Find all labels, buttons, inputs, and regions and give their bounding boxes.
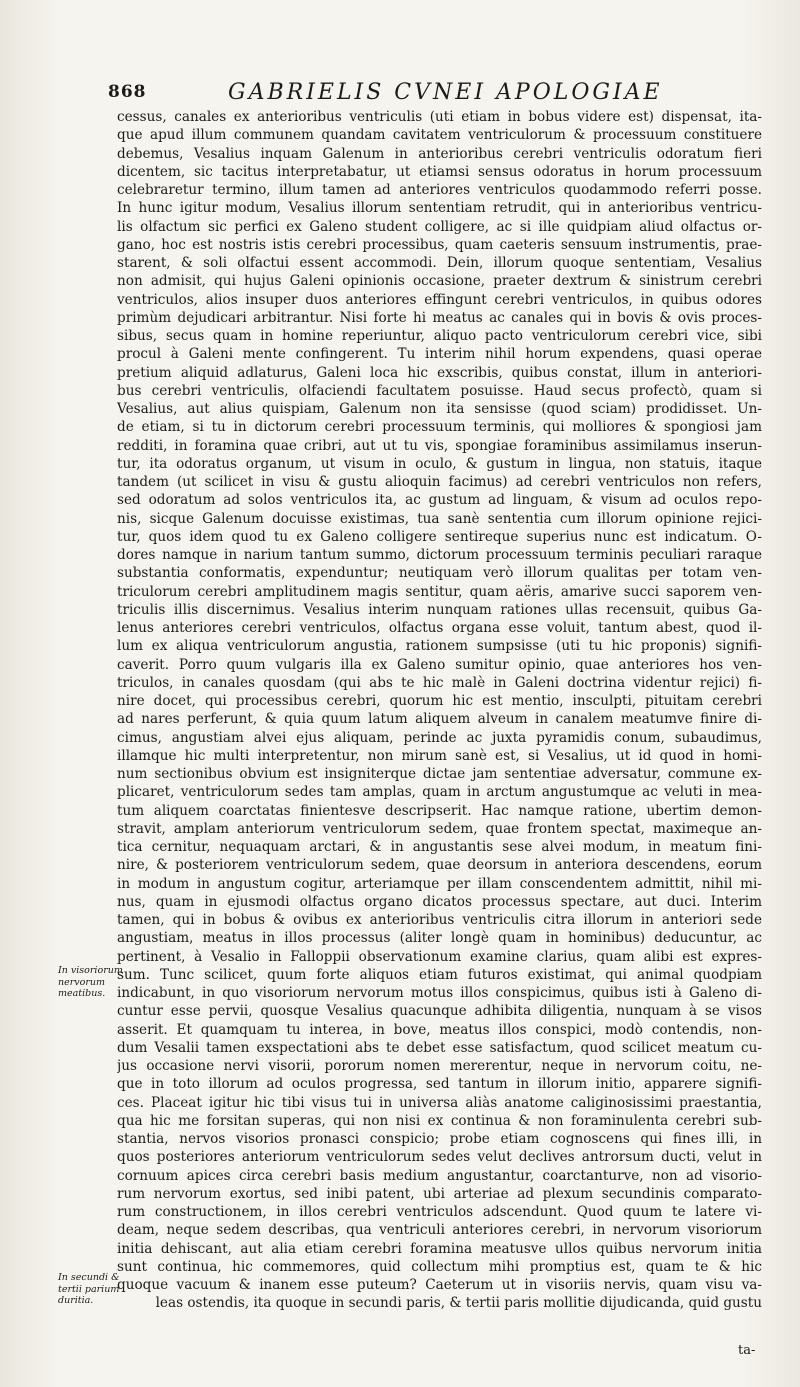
text-line: tur, ita odoratus organum, ut visum in oculo, & gustum in lingua, non statuis, itaque bbox=[117, 455, 762, 472]
text-line: stravit, amplam anteriorum ventriculorum sedem, quae frontem spectat, maximeque an- bbox=[117, 820, 762, 837]
text-line: tica cernitur, nequaquam arctari, & in angustantis sese alvei modum, in meatum fini- bbox=[117, 839, 762, 855]
text-line: dores namque in narium tantum summo, dictorum processuum terminis peculiari raraque bbox=[117, 547, 762, 563]
text-line: celebraretur termino, illum tamen ad anteriores ventriculos quodammodo referri posse. bbox=[117, 182, 762, 198]
text-line: gano, hoc est nostris istis cerebri processibus, quam caeteris sensuum instrumentis, prae- bbox=[117, 236, 762, 253]
text-line: angustiam, meatus in illos processus (aliter longè quam in hominibus) deducuntur, ac bbox=[117, 930, 762, 947]
text-line: leas ostendis, ita quoque in secundi paris, & tertii paris mollitie dijudicanda, quid gustu bbox=[155, 1295, 762, 1312]
running-title: GABRIELIS CVNEI APOLOGIAE bbox=[228, 80, 663, 105]
text-line: caverit. Porro quum vulgaris illa ex Galeno sumitur opinio, quae anteriores hos ven- bbox=[117, 656, 762, 673]
text-line: tandem (ut scilicet in visu & gustu alioquin facimus) ad cerebri ventriculos non refers, bbox=[117, 474, 762, 490]
marginal-note-line: meatibus. bbox=[58, 988, 106, 999]
page-number: 868 bbox=[108, 82, 147, 102]
text-line: pretium aliquid adlaturus, Galeni loca hic exscribis, quibus constat, illum in anteriori- bbox=[117, 364, 762, 381]
text-line: sed odoratum ad solos ventriculos ita, ac gustum ad linguam, & visum ad oculos repo- bbox=[117, 492, 762, 509]
body-text bbox=[117, 108, 762, 1313]
text-line: non admisit, qui hujus Galeni opinionis occasione, praeter dextrum & sinistrum cerebri bbox=[117, 273, 762, 290]
text-line: Vesalius, aut alius quispiam, Galenum non ita sensisse (quod sciam) prodidisset. Un- bbox=[117, 401, 762, 417]
marginal-note-line: In secundi & bbox=[58, 1272, 120, 1283]
text-line: redditi, in foramina quae cribri, aut ut tu vis, spongiae foraminibus assimilamus inserun- bbox=[117, 437, 762, 454]
text-line: triculos, in canales quosdam (qui abs te hic malè in Galeni doctrina videntur rejici) fi- bbox=[117, 674, 762, 691]
text-line: lis olfactum sic perfici ex Galeno student colligere, ac si ille quidpiam aliud olfactus or- bbox=[117, 218, 762, 235]
text-line: indicabunt, in quo visoriorum nervorum motus illos conspicimus, quibus isti à Galeno di- bbox=[117, 985, 762, 1001]
text-line: sum. Tunc scilicet, quum forte aliquos etiam futuros existimat, qui animal quodpiam bbox=[117, 966, 762, 983]
text-line: nire docet, qui processibus cerebri, quorum hic est mentio, insculpti, pituitam cerebri bbox=[117, 693, 762, 709]
catchword: ta- bbox=[738, 1343, 756, 1358]
text-line: primùm dejudicari arbitrantur. Nisi forte hi meatus ac canales qui in bovis & ovis proces- bbox=[117, 309, 762, 326]
page-header bbox=[108, 80, 768, 108]
text-line: lenus anteriores cerebri ventriculos, olfactus organa esse voluit, tantum abest, quod il- bbox=[117, 620, 762, 636]
marginal-note-line: duritia. bbox=[58, 1295, 94, 1306]
marginal-note-visoriorum bbox=[58, 965, 123, 1000]
text-line: de etiam, si tu in dictorum cerebri processuum terminis, qui molliores & spongiosi jam bbox=[117, 419, 762, 436]
text-line: In hunc igitur modum, Vesalius illorum sententiam retrudit, qui in anterioribus ventricu- bbox=[117, 200, 762, 217]
text-line: cessus, canales ex anterioribus ventriculis (uti etiam in bobus videre est) dispensat, ita- bbox=[117, 109, 762, 125]
text-line: rum constructionem, in illos cerebri ventriculos adscendunt. Quod quum te latere vi- bbox=[117, 1204, 762, 1220]
text-line: triculis illis discernimus. Vesalius interim nunquam rationes ullas recensuit, quibus Ga- bbox=[117, 601, 762, 618]
marginal-note-line: tertii parium bbox=[58, 1283, 120, 1295]
text-line: sunt continua, hic commemores, quid collectum mihi promptius est, quam te & hic bbox=[117, 1258, 762, 1275]
text-line: cimus, angustiam alvei ejus aliquam, perinde ac juxta pyramidis conum, subaudimus, bbox=[117, 729, 762, 746]
text-line: lum ex aliqua ventriculorum angustia, rationem sumpsisse (uti tu hic proponis) signifi- bbox=[117, 638, 762, 655]
text-line: quoque vacuum & inanem esse puteum? Caeterum ut in visoriis nervis, quam visu va- bbox=[117, 1277, 762, 1293]
text-line: sibus, secus quam in homine reperiuntur, aliquo pacto ventriculorum cerebri vice, sibi bbox=[117, 328, 762, 344]
text-line: tur, quos idem quod tu ex Galeno colligere sentireque superius nunc est indicatum. O- bbox=[117, 528, 762, 545]
text-line: triculorum cerebri amplitudinem magis sentitur, quam aëris, amarive succi saporem ven- bbox=[117, 583, 762, 600]
text-line: nire, & posteriorem ventriculorum sedem, quae deorsum in anteriora descendens, eorum bbox=[117, 857, 762, 874]
text-line: tum aliquem coarctatas finientesve descripserit. Hac namque ratione, ubertim demon- bbox=[117, 802, 762, 819]
text-line: qua hic me forsitan superas, qui non nisi ex continua & non foraminulenta cerebri sub- bbox=[117, 1112, 762, 1129]
text-line: pertinent, à Vesalio in Falloppii observationum examine clarius, quam alibi est expres- bbox=[117, 948, 762, 965]
text-line: quos posteriores anteriorum ventriculorum sedes velut declives antrorsum ducti, velut in bbox=[117, 1149, 762, 1166]
marginal-note-line: nervorum bbox=[58, 976, 106, 988]
text-line: ad nares perferunt, & quia quum latum aliquem alveum in canalem meatumve finire di- bbox=[117, 711, 762, 728]
text-line: num sectionibus obvium est insigniterque dictae jam sententiae adversatur, commune ex- bbox=[117, 766, 762, 782]
text-line: substantia conformatis, expenduntur; neutiquam verò illorum qualitas per totam ven- bbox=[117, 565, 762, 582]
marginal-note-secundi bbox=[58, 1272, 120, 1307]
text-line: procul à Galeni mente confingerent. Tu interim nihil horum expendens, quasi operae bbox=[117, 346, 762, 363]
text-line: stantia, nervos visorios pronasci conspicio; probe etiam cognoscens qui fines illi, in bbox=[117, 1131, 762, 1147]
text-line: dicentem, sic tacitus interpretabatur, ut etiamsi sensus odoratus in horum processuum bbox=[117, 163, 762, 180]
text-line: debemus, Vesalius inquam Galenum in anterioribus cerebri ventriculis odoratum fieri bbox=[117, 145, 762, 162]
text-line: in modum in angustum cogitur, arteriamque per illam conscendentem admittit, nihil mi- bbox=[117, 875, 762, 892]
text-line: deam, neque sedem describas, qua ventriculi anteriores cerebri, in nervorum visoriorum bbox=[117, 1222, 762, 1239]
text-line: dum Vesalii tamen exspectationi abs te debet esse satisfactum, quod scilicet meatum cu- bbox=[117, 1039, 762, 1056]
text-line: bus cerebri ventriculis, olfaciendi facultatem posuisse. Haud secus profectò, quam si bbox=[117, 382, 762, 399]
text-line: rum nervorum exortus, sed inibi patent, ubi arteriae ad plexum secundinis comparato- bbox=[117, 1185, 762, 1202]
text-line: cuntur esse pervii, quosque Vesalius quacunque adhibita diligentia, nunquam à se visos bbox=[117, 1003, 762, 1020]
text-line: nis, sicque Galenum docuisse existimas, tua sanè sententia cum illorum opinione rejici- bbox=[117, 510, 762, 527]
text-line: que apud illum communem quandam cavitatem ventriculorum & processuum constituere bbox=[117, 127, 762, 144]
text-line: jus occasione nervi visorii, pororum nomen mererentur, neque in nervorum coitu, ne- bbox=[117, 1058, 762, 1074]
text-line: illamque hic multi interpretentur, non mirum sanè est, si Vesalius, ut id quod in homi- bbox=[117, 747, 762, 764]
text-line: ces. Placeat igitur hic tibi visus tui in universa aliàs anatome caliginosissimi praestantia, bbox=[117, 1094, 762, 1111]
text-line: initia dehiscant, aut alia etiam cerebri foramina meatusve ullos quibus nervorum initia bbox=[117, 1240, 762, 1257]
text-line: asserit. Et quamquam tu interea, in bove, meatus illos conspici, modò contendis, non- bbox=[117, 1021, 762, 1038]
text-line: starent, & soli olfactui essent accommodi. Dein, illorum quoque sententiam, Vesalius bbox=[117, 255, 762, 271]
text-line: plicaret, ventriculorum sedes tam amplas, quam in arctum angustumque ac veluti in mea- bbox=[117, 784, 762, 801]
text-line: que in toto illorum ad oculos progressa, sed tantum in illorum initio, apparere signifi- bbox=[117, 1076, 762, 1093]
text-line: cornuum apices circa cerebri basis medium angustantur, coarctanturve, non ad visorio- bbox=[117, 1167, 762, 1184]
text-line: tamen, qui in bobus & ovibus ex anterioribus ventriculis citra illorum in anteriori sede bbox=[117, 912, 762, 928]
marginal-note-line: In visoriorum bbox=[58, 965, 123, 976]
text-line: ventriculos, alios insuper duos anteriores effingunt cerebri ventriculos, in quibus odores bbox=[117, 291, 762, 308]
text-line: nus, quam in ejusmodi olfactus organo dicatos processus spectare, aut duci. Interim bbox=[117, 893, 762, 910]
